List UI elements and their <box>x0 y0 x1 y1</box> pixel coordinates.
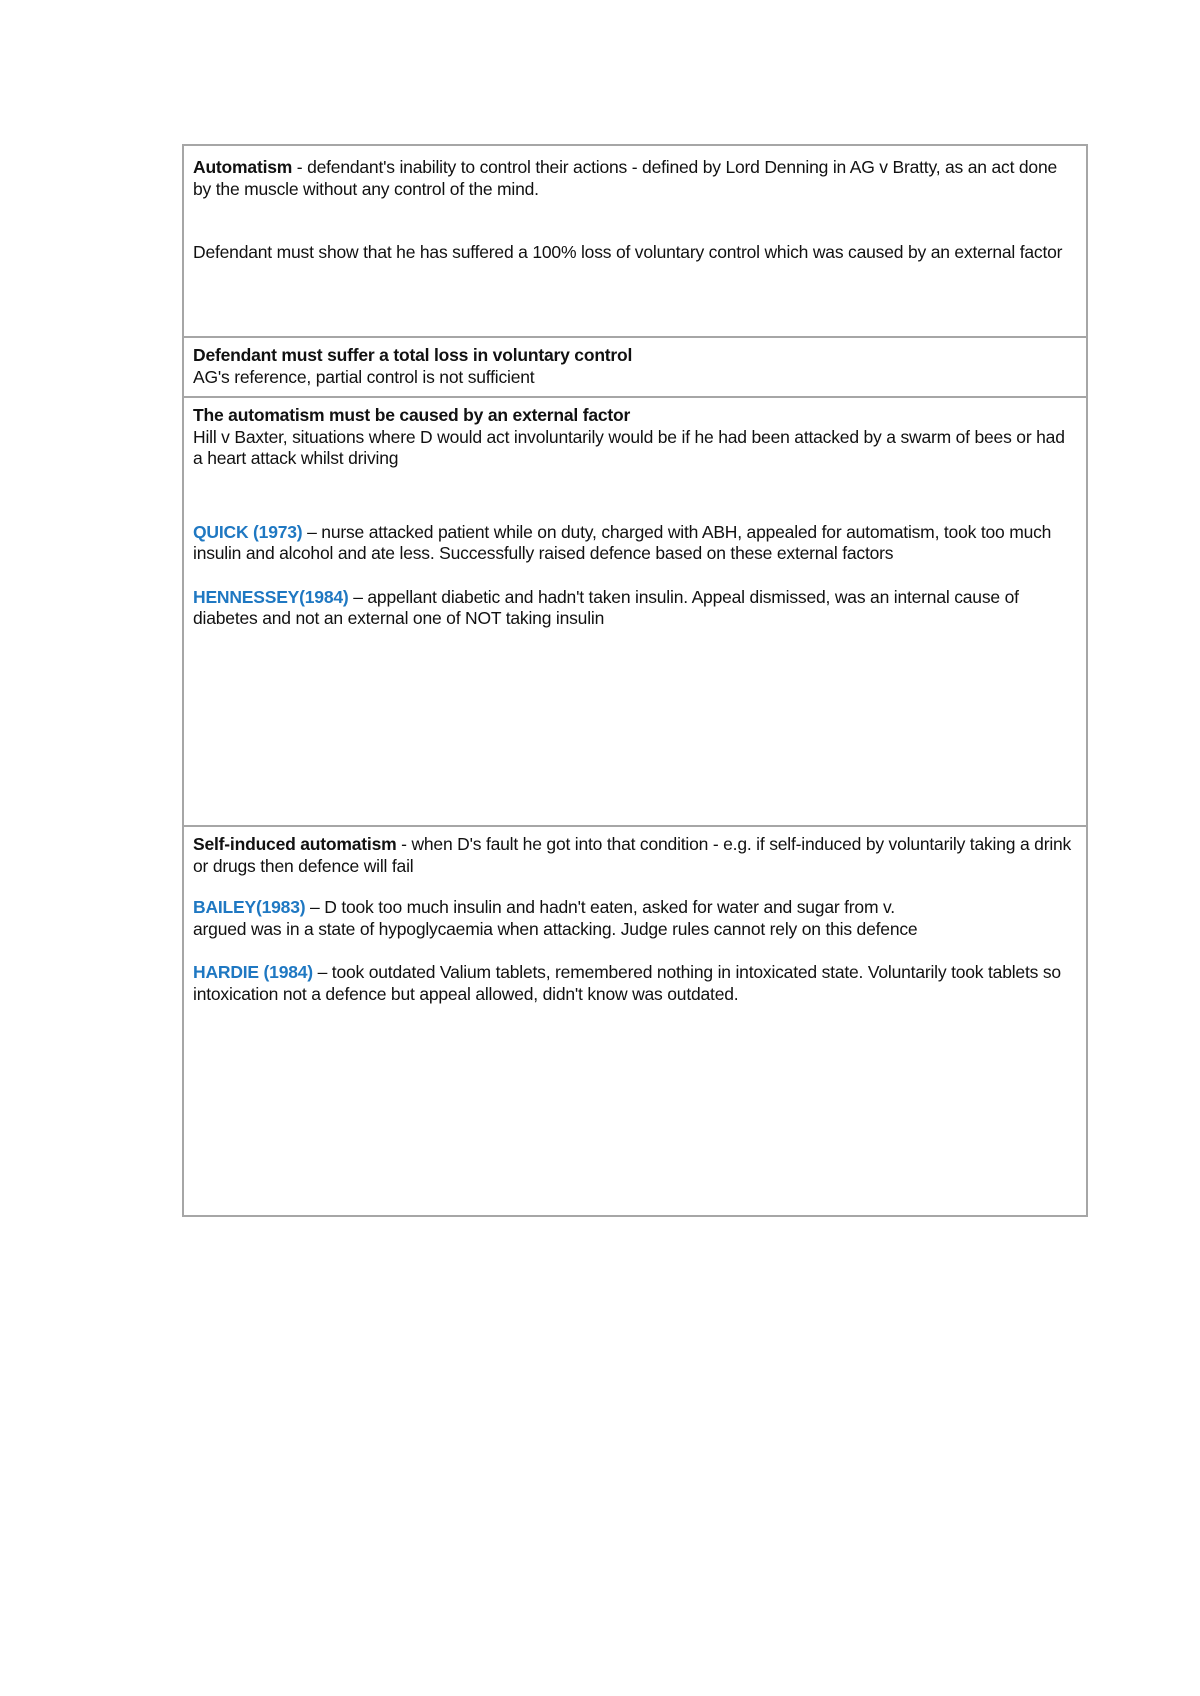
external-factor-cell <box>184 398 1086 827</box>
self-induced-definition <box>193 834 1078 877</box>
self-induced-cell <box>184 827 1086 1215</box>
notes-table <box>182 144 1088 1217</box>
section-heading: Defendant must suffer a total loss in voluntary control <box>193 345 633 365</box>
case-name: QUICK (1973) <box>193 521 303 542</box>
section-line: AG's reference, partial control is not sufficient <box>193 366 535 387</box>
section-heading: The automatism must be caused by an external factor <box>193 405 631 425</box>
case-entry <box>193 897 1078 919</box>
automatism-definition <box>193 157 1078 200</box>
case-name: HENNESSEY(1984) <box>193 586 349 607</box>
case-name: BAILEY(1983) <box>193 897 306 917</box>
section-intro: - when D's fault he got into that condition - e.g. if self-induced by voluntarily taking a drink or drugs then defence will fail <box>193 834 1072 876</box>
case-entry <box>193 962 1078 1005</box>
section-intro: - defendant's inability to control their actions - defined by Lord Denning in AG v Bratty, as an act done by the muscle without any control of the mind. <box>193 157 1058 199</box>
case-text: – D took too much insulin and hadn't eaten, asked for water and sugar from v. <box>305 897 895 917</box>
section-paragraph: Defendant must show that he has suffered a 100% loss of voluntary control which was caused by an external factor <box>193 242 1063 262</box>
case-continuation: argued was in a state of hypoglycaemia when attacking. Judge rules cannot rely on this defence <box>193 918 918 939</box>
section-heading: Self-induced automatism <box>193 834 397 854</box>
case-text: – nurse attacked patient while on duty, charged with ABH, appealed for automatism, took too much insulin and alcohol and ate less. Successfully raised defence based on these external factors <box>193 521 1052 563</box>
automatism-definition-cell <box>184 146 1086 338</box>
case-text: – appellant diabetic and hadn't taken insulin. Appeal dismissed, was an internal cause of diabetes and not an external one of NOT taking insulin <box>193 586 1019 628</box>
case-name: HARDIE (1984) <box>193 962 313 982</box>
section-line: Hill v Baxter, situations where D would act involuntarily would be if he had been attacked by a swarm of bees or had a heart attack whilst driving <box>193 426 1065 468</box>
case-text: – took outdated Valium tablets, remembered nothing in intoxicated state. Voluntarily took tablets so intoxication not a defence but appeal allowed, didn't know was outdated. <box>193 962 1061 1004</box>
case-entry <box>193 587 1078 630</box>
case-entry <box>193 522 1078 565</box>
section-heading: Automatism <box>193 157 293 177</box>
total-loss-cell <box>184 338 1086 398</box>
